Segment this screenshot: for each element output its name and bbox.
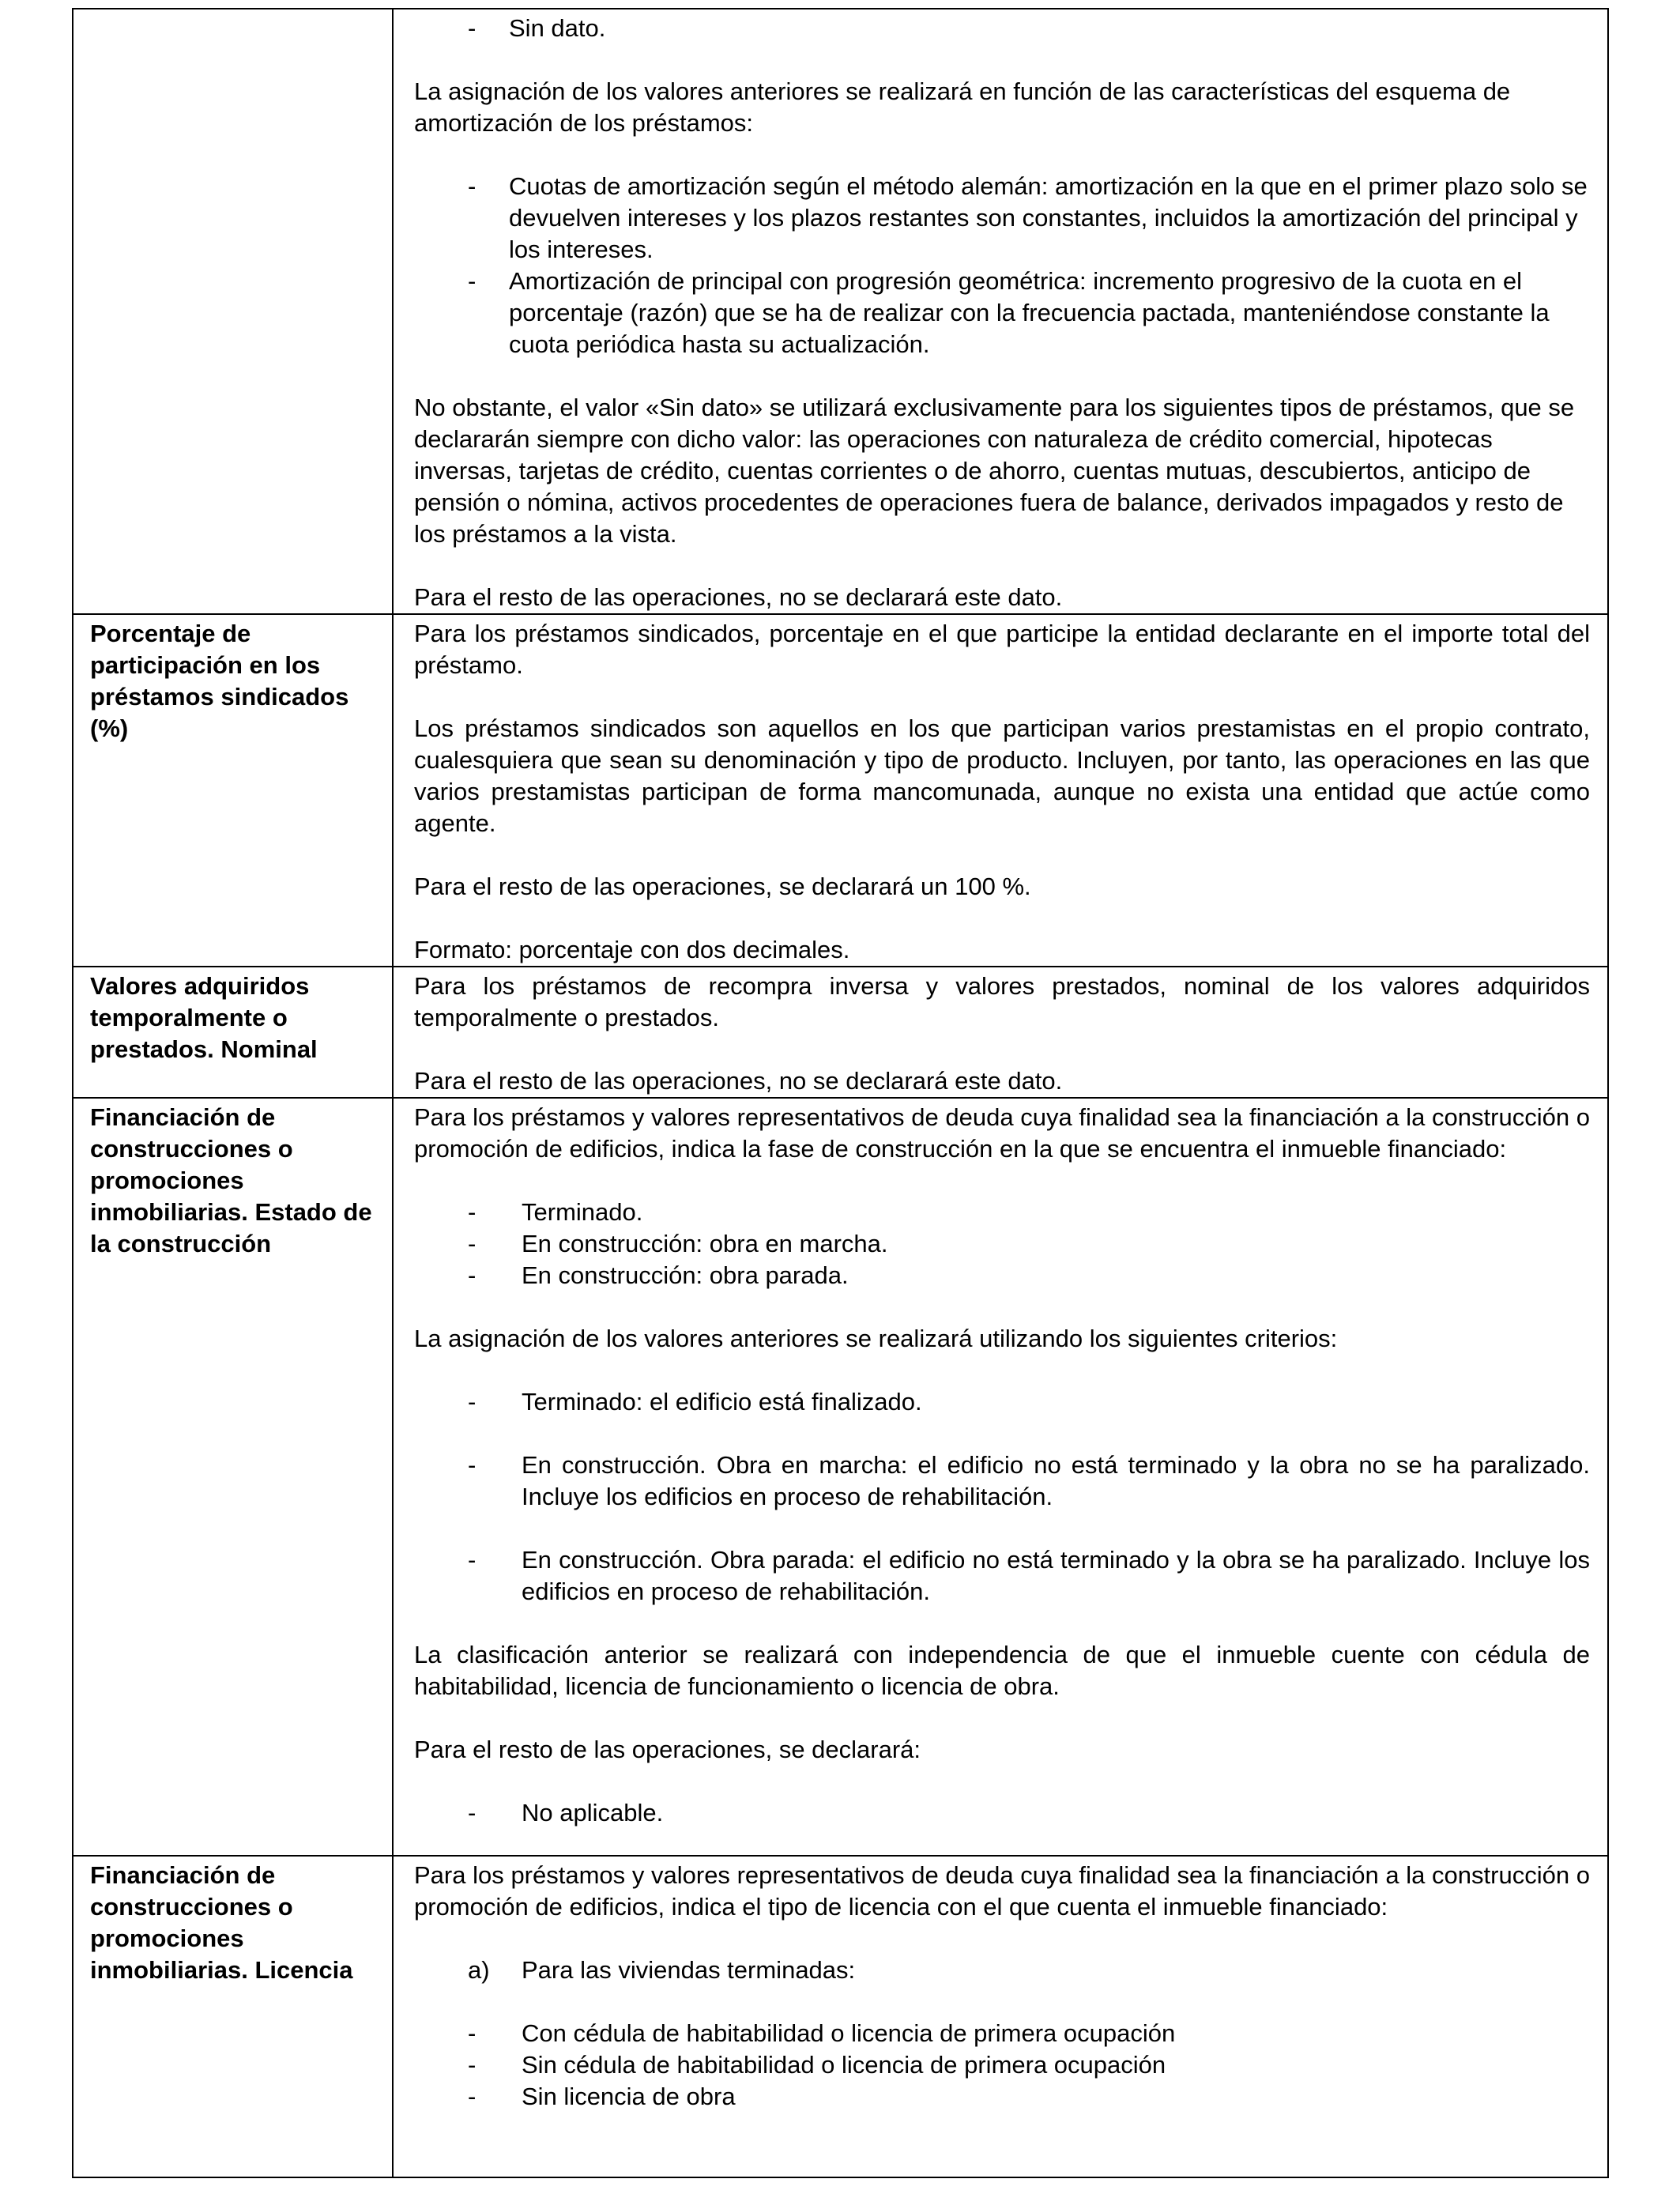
list-item-text: Terminado. — [522, 1198, 643, 1226]
dash-marker: - — [468, 1546, 477, 1574]
paragraph: Para los préstamos sindicados, porcentaje en el que participe la entidad declarante en el importe total del préstamo. — [414, 620, 1590, 679]
row-label — [73, 9, 393, 614]
table-row — [73, 9, 1608, 614]
list-item — [468, 1797, 1590, 1829]
dash-marker: - — [468, 1451, 477, 1479]
list-item — [468, 1197, 1590, 1228]
list-item — [468, 1228, 1590, 1260]
list-item-text: Sin cédula de habitabilidad o licencia de primera ocupación — [522, 2051, 1166, 2079]
dash-list — [468, 1197, 1590, 1291]
dash-marker: - — [468, 1799, 477, 1826]
list-item-text: Sin licencia de obra — [522, 2083, 736, 2110]
paragraph: La asignación de los valores anteriores se realizará en función de las características del esquema de amortización de los préstamos: — [414, 77, 1511, 137]
dash-list — [468, 171, 1590, 360]
paragraph: Para el resto de las operaciones, se declarará: — [414, 1736, 921, 1763]
dash-marker: - — [468, 1230, 477, 1257]
list-item — [468, 266, 1590, 360]
dash-marker: - — [468, 1198, 477, 1226]
table-row — [73, 967, 1608, 1098]
list-item-text: Para las viviendas terminadas: — [522, 1956, 856, 1984]
dash-list — [468, 13, 1590, 44]
row-label: Valores adquiridos temporalmente o prestados. Nominal — [73, 967, 393, 1098]
list-item-text: No aplicable. — [522, 1799, 664, 1826]
document-table — [72, 8, 1609, 2178]
row-label: Porcentaje de participación en los préstamos sindicados (%) — [73, 614, 393, 967]
list-item-text: Amortización de principal con progresión geométrica: incremento progresivo de la cuota en el porcentaje (razón) que se ha de realizar con la frecuencia pactada, manteniéndose constante la cuota periódica hasta su actualización. — [509, 267, 1550, 358]
dash-marker: - — [468, 2083, 477, 2110]
list-item-text: En construcción. Obra parada: el edificio no está terminado y la obra se ha paralizado. Incluye los edificios en proceso de rehabilitación. — [522, 1546, 1590, 1605]
dash-marker: - — [468, 1388, 477, 1416]
paragraph: Para el resto de las operaciones, se declarará un 100 %. — [414, 873, 1031, 900]
paragraph: Para el resto de las operaciones, no se declarará este dato. — [414, 583, 1063, 611]
letter-marker: a) — [468, 1956, 490, 1984]
table-row — [73, 1098, 1608, 1856]
dash-marker: - — [468, 2019, 477, 2047]
dash-list — [468, 1386, 1590, 1608]
paragraph: La clasificación anterior se realizará con independencia de que el inmueble cuente con cédula de habitabilidad, licencia de funcionamiento o licencia de obra. — [414, 1641, 1590, 1700]
list-item — [468, 13, 1590, 44]
list-item-text: En construcción. Obra en marcha: el edificio no está terminado y la obra no se ha paralizado. Incluye los edificios en proceso de rehabilitación. — [522, 1451, 1590, 1510]
dash-marker: - — [468, 2051, 477, 2079]
row-content — [393, 1856, 1608, 2177]
paragraph: Para el resto de las operaciones, no se declarará este dato. — [414, 1067, 1063, 1095]
dash-marker: - — [468, 14, 477, 42]
table-row — [73, 1856, 1608, 2177]
paragraph: Para los préstamos y valores representativos de deuda cuya finalidad sea la financiación a la construcción o promoción de edificios, indica la fase de construcción en la que se encuentra el inmueble financiado: — [414, 1103, 1590, 1163]
list-item — [468, 171, 1590, 266]
row-content — [393, 614, 1608, 967]
list-item — [468, 2018, 1590, 2049]
paragraph: Los préstamos sindicados son aquellos en los que participan varios prestamistas en el propio contrato, cualesquiera que sean su denominación y tipo de producto. Incluyen, por tanto, las operaciones en las que varios prestamistas participan de forma mancomunada, aunque no exista una entidad que actúe como agente. — [414, 714, 1590, 837]
row-content — [393, 967, 1608, 1098]
list-item — [468, 2049, 1590, 2081]
row-content — [393, 1098, 1608, 1856]
dash-marker: - — [468, 1261, 477, 1289]
paragraph: La asignación de los valores anteriores se realizará utilizando los siguientes criterios: — [414, 1325, 1338, 1352]
row-label: Financiación de construcciones o promociones inmobiliarias. Licencia — [73, 1856, 393, 2177]
dash-marker: - — [468, 172, 477, 200]
list-item-text: En construcción: obra parada. — [522, 1261, 849, 1289]
list-item — [468, 1386, 1590, 1418]
dash-marker: - — [468, 267, 477, 295]
paragraph: No obstante, el valor «Sin dato» se utilizará exclusivamente para los siguientes tipos de préstamos, que se declararán siempre con dicho valor: las operaciones con naturaleza de crédito comercial, hipotecas inversas, tarjetas de crédito, cuentas corrientes o de ahorro, cuentas mutuas, descubiertos, anticipo de pensión o nómina, activos procedentes de operaciones fuera de balance, derivados impagados y resto de los préstamos a la vista. — [414, 394, 1575, 548]
list-item — [468, 1955, 1590, 1986]
lettered-list — [468, 1955, 1590, 1986]
list-item-text: Con cédula de habitabilidad o licencia de primera ocupación — [522, 2019, 1176, 2047]
list-item-text: Terminado: el edificio está finalizado. — [522, 1388, 922, 1416]
list-item — [468, 2081, 1590, 2113]
list-item-text: En construcción: obra en marcha. — [522, 1230, 888, 1257]
list-item — [468, 1260, 1590, 1291]
list-item-text: Sin dato. — [509, 14, 606, 42]
paragraph: Para los préstamos de recompra inversa y valores prestados, nominal de los valores adquiridos temporalmente o prestados. — [414, 972, 1590, 1031]
list-item — [468, 1449, 1590, 1513]
dash-list — [468, 2018, 1590, 2113]
row-label: Financiación de construcciones o promociones inmobiliarias. Estado de la construcción — [73, 1098, 393, 1856]
paragraph: Formato: porcentaje con dos decimales. — [414, 936, 850, 963]
paragraph: Para los préstamos y valores representativos de deuda cuya finalidad sea la financiación a la construcción o promoción de edificios, indica el tipo de licencia con el que cuenta el inmueble financiado: — [414, 1861, 1590, 1921]
list-item-text: Cuotas de amortización según el método alemán: amortización en la que en el primer plazo solo se devuelven intereses y los plazos restantes son constantes, incluidos la amortización del principal y los intereses. — [509, 172, 1588, 263]
row-content — [393, 9, 1608, 614]
list-item — [468, 1544, 1590, 1608]
table-row — [73, 614, 1608, 967]
dash-list — [468, 1797, 1590, 1829]
